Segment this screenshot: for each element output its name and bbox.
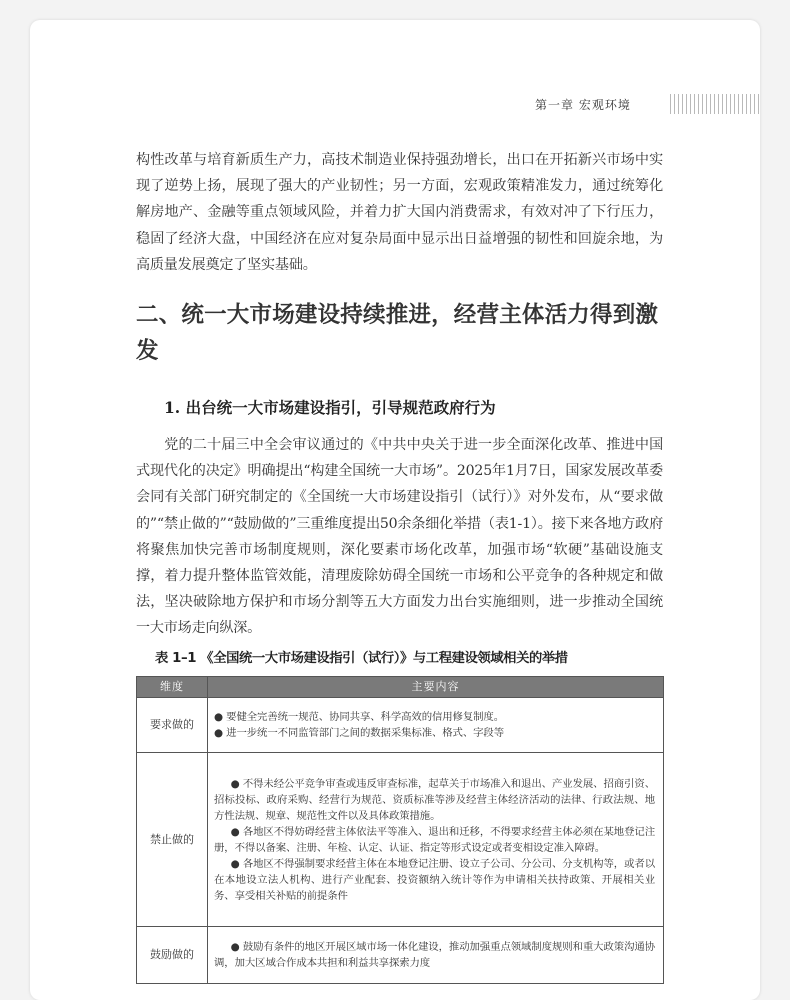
table-header-row [137, 677, 664, 698]
row-content [208, 753, 664, 927]
bullet-item: ● 要健全完善统一规范、协同共享、科学高效的信用修复制度。 [214, 711, 505, 723]
table-row [137, 698, 664, 753]
header-content: 主要内容 [208, 677, 664, 698]
section-heading: 二、统一大市场建设持续推进，经营主体活力得到激发 [136, 302, 659, 364]
row-dimension: 鼓励做的 [137, 927, 208, 984]
bullet-item: ● 鼓励有条件的地区开展区域市场一体化建设，推动加强重点领域制度规则和重大政策沟通协调，加大区域合作成本共担和利益共享探索力度 [214, 941, 655, 969]
header-dimension: 维度 [137, 677, 208, 698]
row-content [208, 927, 664, 984]
row-content [208, 698, 664, 753]
running-head: 第一章 宏观环境 [535, 98, 631, 112]
body-paragraph: 党的二十届三中全会审议通过的《中共中央关于进一步全面深化改革、推进中国式现代化的决定》明确提出“构建全国统一大市场”。2025年1月7日，国家发展改革委会同有关部门研究制定的《全国统一大市场建设指引（试行）》对外发布，从“要求做的”“禁止做的”“鼓励做的”三重维度提出50余条细化举措（表1-1）。接下来各地方政府将聚焦加快完善市场制度规则，深化要素市场化改革，加强市场“软硬”基础设施支撑，着力提升整体监管效能，清理废除妨碍全国统一市场和公平竞争的各种规定和做法，坚决破除地方保护和市场分割等五大方面发力出台实施细则，进一步推动全国统一大市场走向纵深。 [136, 437, 663, 637]
table-row [137, 753, 664, 927]
bullet-item: ● 各地区不得妨碍经营主体依法平等准入、退出和迁移，不得要求经营主体必须在某地登记注册，不得以备案、注册、年检、认定、认证、指定等形式设定或者变相设定准入障碍。 [214, 825, 655, 854]
table-caption: 表 1–1 《全国统一大市场建设指引（试行）》与工程建设领域相关的举措 [155, 651, 568, 666]
table-row [137, 927, 664, 984]
row-dimension: 要求做的 [137, 698, 208, 753]
running-head-decoration [670, 94, 760, 114]
bullet-item: ● 各地区不得强制要求经营主体在本地登记注册、设立子公司、分公司、分支机构等，或者以在本地设立法人机构、进行产业配套、投资额纳入统计等作为申请相关扶持政策、开展相关业务、享受相关补贴的前提条件 [214, 857, 655, 902]
intro-paragraph: 构性改革与培育新质生产力，高技术制造业保持强劲增长，出口在开拓新兴市场中实现了逆势上扬，展现了强大的产业韧性；另一方面，宏观政策精准发力，通过统筹化解房地产、金融等重点领域风险，并着力扩大国内消费需求，有效对冲了下行压力，稳固了经济大盘，中国经济在应对复杂局面中显示出日益增强的韧性和回旋余地，为高质量发展奠定了坚实基础。 [136, 152, 663, 273]
subsection-heading: 1. 出台统一大市场建设指引，引导规范政府行为 [164, 398, 496, 417]
bullet-item: ● 不得未经公平竞争审查或违反审查标准，起草关于市场准入和退出、产业发展、招商引资、招标投标、政府采购、经营行为规范、资质标准等涉及经营主体经济活动的法律、行政法规、地方性法规、规章、规范性文件以及具体政策措施。 [214, 777, 655, 822]
bullet-item: ● 进一步统一不同监管部门之间的数据采集标准、格式、字段等 [214, 727, 505, 739]
measures-table [136, 676, 664, 984]
row-dimension: 禁止做的 [137, 753, 208, 927]
